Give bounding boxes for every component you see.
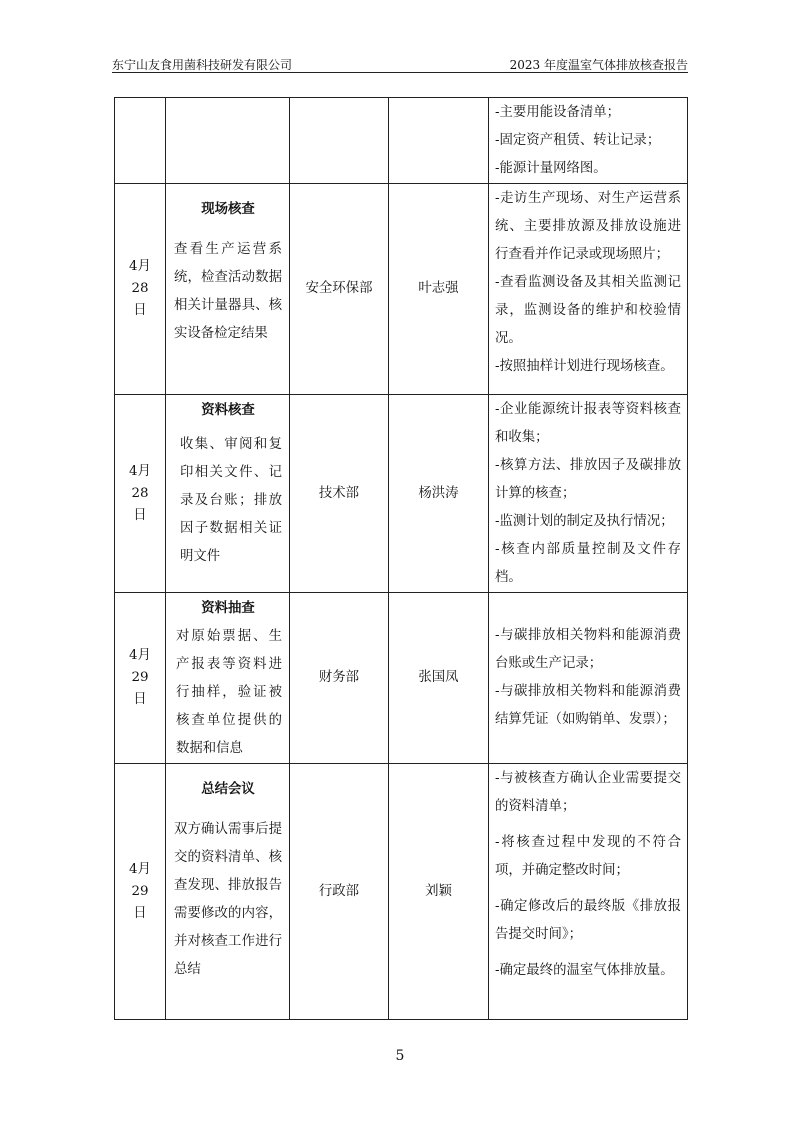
date-text: 4月28日: [129, 259, 151, 318]
note-item: -查看监测设备及其相关监测记录，监测设备的维护和校验情况。: [495, 275, 681, 346]
note-item: -与碳排放相关物料和能源消费结算凭证（如购销单、发票）；: [495, 684, 681, 727]
task-title: 现场核查: [201, 202, 255, 217]
note-item: -能源计量网络图。: [495, 161, 607, 176]
date-text: 4月28日: [129, 463, 151, 523]
note-item: -固定资产租赁、转让记录；: [495, 133, 661, 148]
date-cell: [115, 395, 166, 593]
note-item: -主要用能设备清单；: [495, 105, 621, 120]
task-description: 查看生产运营系统，检查活动数据相关计量器具、核实设备检定结果: [174, 242, 282, 341]
person-cell: [389, 98, 489, 184]
note-item: -与被核查方确认企业需要提交的资料清单；: [495, 771, 681, 814]
date-cell: [115, 98, 166, 184]
note-item: -将核查过程中发现的不符合项，并确定整改时间；: [495, 835, 681, 878]
table-row: [115, 395, 688, 593]
note-item: -确定修改后的最终版《排放报告提交时间》；: [495, 899, 681, 942]
dept-cell: [290, 98, 389, 184]
task-cell: [166, 395, 290, 593]
person-cell: 刘颖: [389, 764, 489, 1020]
notes-cell: [489, 764, 688, 1020]
note-item: -监测计划的制定及执行情况；: [495, 514, 674, 529]
person-cell: 叶志强: [389, 184, 489, 395]
note-item: -与碳排放相关物料和能源消费台账或生产记录；: [495, 628, 681, 671]
table-row: [115, 98, 688, 184]
notes-cell: [489, 184, 688, 395]
page-number: 5: [395, 1048, 405, 1064]
note-item: -按照抽样计划进行现场核查。: [495, 359, 674, 374]
person-cell: 杨洪涛: [389, 395, 489, 593]
table-row: [115, 184, 688, 395]
dept-cell: 安全环保部: [290, 184, 389, 395]
task-cell: [166, 764, 290, 1020]
table-row: [115, 593, 688, 764]
notes-cell: [489, 98, 688, 184]
date-text: 4月29日: [129, 861, 151, 921]
date-cell: [115, 764, 166, 1020]
verification-schedule-table: [114, 97, 688, 1020]
date-cell: [115, 593, 166, 764]
report-title: 2023 年度温室气体排放核查报告: [509, 58, 688, 72]
date-text: 4月29日: [129, 648, 151, 707]
person-cell: 张国凤: [389, 593, 489, 764]
table-row: [115, 764, 688, 1020]
dept-cell: 行政部: [290, 764, 389, 1020]
note-item: -核算方法、排放因子及碳排放计算的核查；: [495, 458, 681, 501]
notes-cell: [489, 593, 688, 764]
task-cell: [166, 593, 290, 764]
task-cell: [166, 98, 290, 184]
task-cell: [166, 184, 290, 395]
note-item: -核查内部质量控制及文件存档。: [495, 542, 681, 585]
task-description: 双方确认需事后提交的资料清单、核查发现、排放报告需要修改的内容，并对核查工作进行总结: [174, 822, 282, 977]
page-header: [112, 52, 688, 73]
note-item: -确定最终的温室气体排放量。: [495, 963, 674, 978]
task-title: 资料核查: [201, 403, 255, 418]
note-item: -走访生产现场、对生产运营系统、主要排放源及排放设施进行查看并作记录或现场照片；: [495, 191, 681, 262]
note-item: -企业能源统计报表等资料核查和收集；: [495, 402, 681, 445]
task-description: 对原始票据、生产报表等资料进行抽样，验证被核查单位提供的数据和信息: [176, 629, 282, 756]
dept-cell: 财务部: [290, 593, 389, 764]
date-cell: [115, 184, 166, 395]
dept-cell: 技术部: [290, 395, 389, 593]
notes-cell: [489, 395, 688, 593]
company-name: 东宁山友食用菌科技研发有限公司: [112, 58, 293, 72]
task-title: 资料抽查: [201, 601, 255, 616]
task-description: 收集、审阅和复印相关文件、记录及台账；排放因子数据相关证明文件: [180, 437, 282, 564]
task-title: 总结会议: [201, 782, 255, 797]
